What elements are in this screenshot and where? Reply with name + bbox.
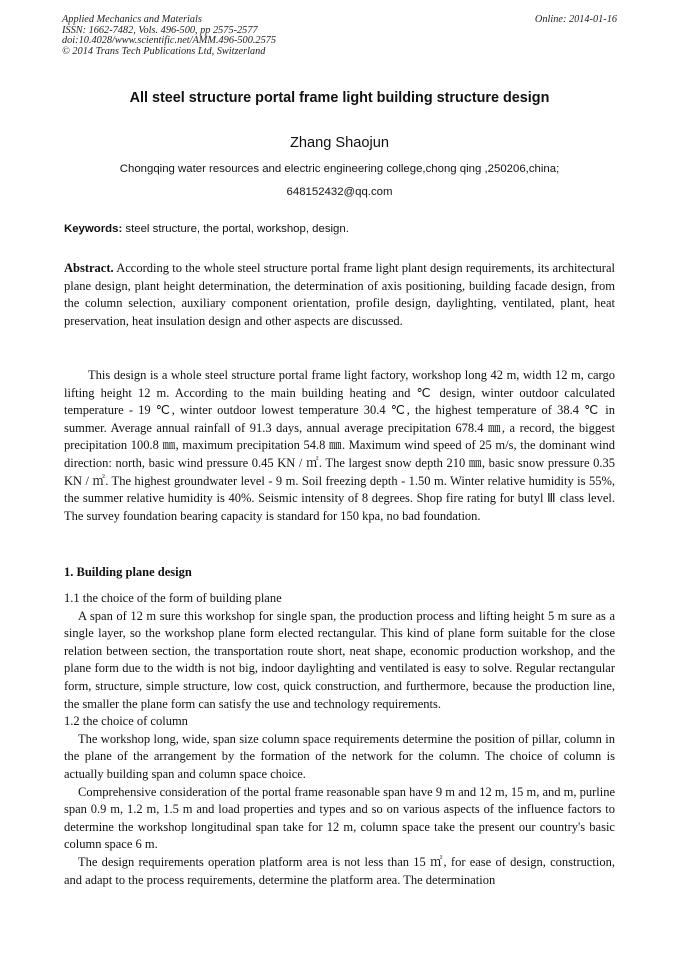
online-date: Online: 2014-01-16 bbox=[534, 14, 617, 25]
journal-header bbox=[62, 15, 617, 57]
subsection-1-1-heading: 1.1 the choice of the form of building plane bbox=[64, 591, 282, 605]
copyright-line: © 2014 Trans Tech Publications Ltd, Switzerland bbox=[62, 45, 266, 57]
keywords bbox=[64, 223, 617, 235]
abstract bbox=[64, 260, 615, 330]
issn-line: ISSN: 1662-7482, Vols. 496-500, pp 2575-2577 bbox=[62, 24, 258, 36]
author-name: Zhang Shaojun bbox=[290, 135, 389, 151]
doi-line: doi:10.4028/www.scientific.net/AMM.496-500.2575 bbox=[62, 35, 277, 47]
abstract-label: Abstract. bbox=[64, 261, 114, 275]
intro-section bbox=[64, 367, 615, 525]
abstract-text: According to the whole steel structure portal frame light plant design requirements, its architectural plane design, plant height determination, the determination of axis positioning, building facade design, from the column selection, auxiliary component orientation, profile design, daylighting, ventilated, plant, heat preservation, heat insulation design and other aspects are discussed. bbox=[64, 261, 615, 328]
keywords-text: steel structure, the portal, workshop, design. bbox=[122, 223, 349, 235]
subsection-1-2-paragraph-2: Comprehensive consideration of the portal frame reasonable span have 9 m and 12 m, 15 m, and m, purline span 0.9 m, 1.2 m, 1.5 m and load properties and types and so on various aspects of the influence factors to determine the workshop longitudinal span take for 12 m, column space take the present our country's basic column space 6 m. bbox=[64, 784, 615, 852]
author-affiliation: Chongqing water resources and electric engineering college,chong qing ,250206,china; bbox=[119, 163, 560, 175]
subsection-1-2-paragraph-3: The design requirements operation platform area is not less than 15 ㎡, for ease of design, construction, and adapt to the process requirements, determine the platform area. The determination bbox=[64, 854, 615, 887]
subsection-1-1-text: A span of 12 m sure this workshop for single span, the production process and lifting height 5 m sure as a single layer, so the workshop plane form elected rectangular. This kind of plane form suitable for the close relation between section, the transportation route short, neat shape, economic production workshop, and the plane form due to the width is not big, indoor daylighting and ventilated is easy to solve. Regular rectangular form, structure, simple structure, low cost, quick construction, and furthermore, because the production line, the smaller the plane form can satisfy the use and technology requirements. bbox=[64, 608, 615, 711]
subsection-1-2-heading: 1.2 the choice of column bbox=[64, 714, 188, 729]
journal-name: Applied Mechanics and Materials bbox=[62, 14, 202, 25]
section-heading: 1. Building plane design bbox=[64, 565, 192, 579]
section-body bbox=[64, 590, 615, 889]
subsection-1-2-paragraph-1: The workshop long, wide, span size column space requirements determine the position of pillar, column in the plane of the arrangement by the formation of the network for the column. The choice of column is actually building span and column space choice. bbox=[64, 731, 615, 781]
keywords-label: Keywords: bbox=[64, 223, 123, 235]
intro-paragraph: This design is a whole steel structure portal frame light factory, workshop long 42 m, width 12 m, cargo lifting height 12 m. According to the main building heating and ℃ design, winter outdoor calculated temperature - 19 ℃, winter outdoor lowest temperature 30.4 ℃, the highest temperature of 38.4 ℃ in summer. Average annual rainfall of 91.3 days, annual average precipitation 678.4 ㎜, a record, the biggest precipitation 100.8 ㎜, maximum precipitation 54.8 ㎜. Maximum wind speed of 25 m/s, the dominant wind direction: north, basic wind pressure 0.45 KN / ㎡. The largest snow depth 210 ㎜, basic snow pressure 0.35 KN / ㎡. The highest groundwater level - 9 m. Soil freezing depth - 1.50 m. Winter relative humidity is 55%, the summer relative humidity is 40%. Seismic intensity of 8 degrees. Shop fire rating for butyl Ⅲ class level. The survey foundation bearing capacity is standard for 150 kpa, no bad foundation. bbox=[64, 368, 615, 523]
paper-title: All steel structure portal frame light building structure design bbox=[129, 90, 550, 106]
author-email: 648152432@qq.com bbox=[286, 186, 393, 198]
